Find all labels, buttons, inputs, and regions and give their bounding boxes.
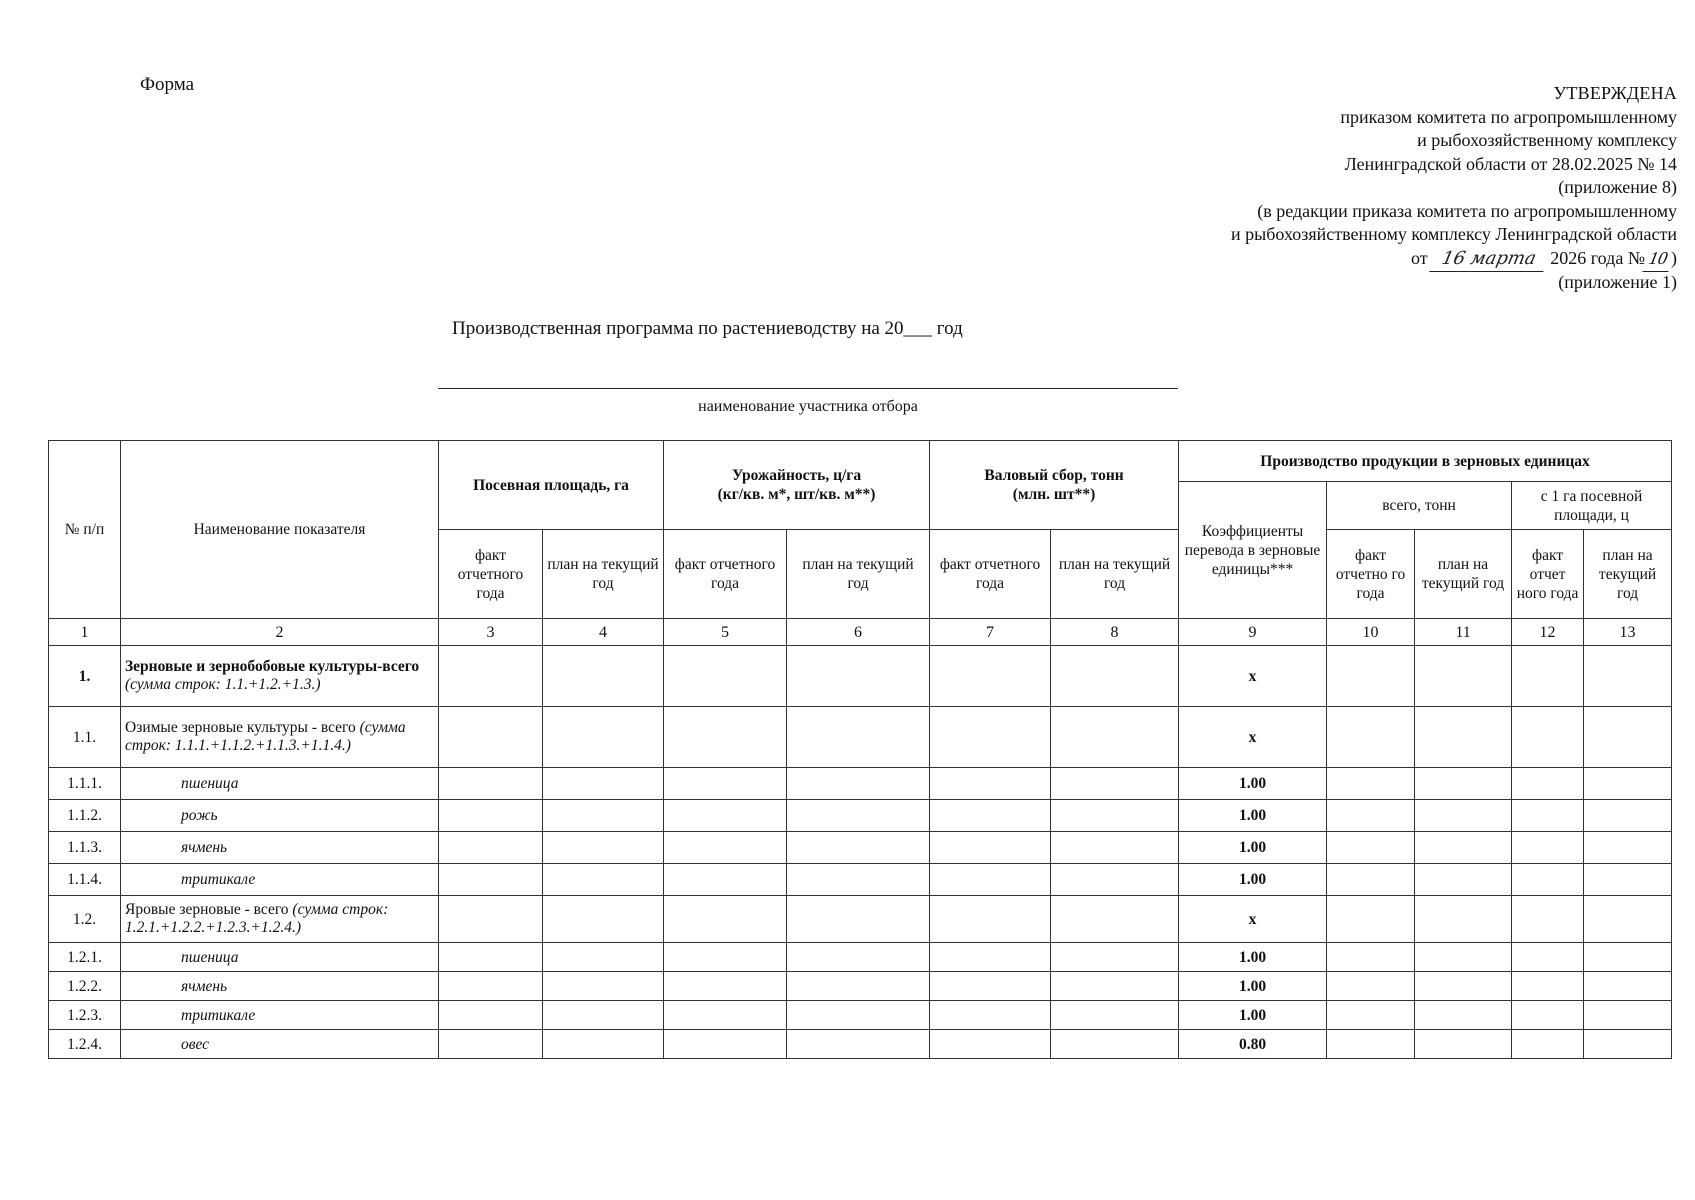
header-plan-13: план на текущий год — [1584, 530, 1672, 619]
header-plan-6: план на текущий год — [787, 530, 930, 619]
row-name-formula: (сумма строк: 1.1.1.+1.1.2.+1.1.3.+1.1.4.) — [125, 719, 406, 754]
data-cell[interactable] — [787, 1030, 930, 1059]
data-cell[interactable] — [1584, 943, 1672, 972]
data-cell[interactable] — [543, 864, 664, 896]
data-cell[interactable] — [543, 943, 664, 972]
data-cell[interactable] — [1051, 1001, 1179, 1030]
data-cell[interactable] — [439, 896, 543, 943]
row-name-formula: (сумма строк: 1.1.+1.2.+1.3.) — [125, 676, 321, 693]
col-number: 2 — [121, 619, 439, 646]
data-cell[interactable] — [1584, 896, 1672, 943]
data-cell[interactable] — [543, 800, 664, 832]
data-cell[interactable] — [1051, 646, 1179, 707]
col-number: 10 — [1327, 619, 1415, 646]
data-cell[interactable] — [664, 1030, 787, 1059]
table-row — [49, 800, 1672, 832]
participant-name-line — [438, 388, 1178, 389]
data-cell[interactable] — [1415, 864, 1512, 896]
data-cell[interactable] — [1051, 768, 1179, 800]
header-num: № п/п — [49, 441, 121, 619]
header-yield — [664, 441, 930, 530]
header-plan-4: план на текущий год — [543, 530, 664, 619]
data-cell[interactable] — [930, 864, 1051, 896]
data-cell[interactable] — [439, 646, 543, 707]
data-cell[interactable] — [930, 646, 1051, 707]
data-cell[interactable] — [1584, 1001, 1672, 1030]
data-cell[interactable] — [664, 896, 787, 943]
row-name-main: Озимые зерновые культуры - всего — [125, 719, 356, 736]
header-plan-8: план на текущий год — [1051, 530, 1179, 619]
row-index: 1.1.1. — [49, 768, 121, 800]
data-cell[interactable] — [439, 800, 543, 832]
data-cell[interactable] — [664, 1001, 787, 1030]
row-crop: пшеница — [121, 943, 439, 972]
row-index: 1.2. — [49, 896, 121, 943]
data-cell[interactable] — [1415, 707, 1512, 768]
table-row — [49, 896, 1672, 943]
row-name — [121, 646, 439, 707]
data-cell[interactable] — [1512, 972, 1584, 1001]
data-cell[interactable] — [1512, 800, 1584, 832]
data-cell[interactable] — [664, 832, 787, 864]
data-cell[interactable] — [787, 1001, 930, 1030]
participant-caption: наименование участника отбора — [698, 398, 918, 415]
data-cell[interactable] — [1584, 768, 1672, 800]
date-suffix: 2026 года № — [1550, 247, 1645, 268]
data-cell[interactable] — [543, 768, 664, 800]
data-cell[interactable] — [930, 707, 1051, 768]
row-index: 1.2.2. — [49, 972, 121, 1001]
data-cell[interactable] — [1051, 864, 1179, 896]
coef-cell: 1.00 — [1179, 864, 1327, 896]
header-fact-10: факт отчетно го года — [1327, 530, 1415, 619]
data-cell[interactable] — [543, 646, 664, 707]
data-cell[interactable] — [1512, 768, 1584, 800]
data-cell[interactable] — [1051, 943, 1179, 972]
coef-cell: 1.00 — [1179, 1001, 1327, 1030]
data-cell[interactable] — [930, 768, 1051, 800]
col-number: 9 — [1179, 619, 1327, 646]
row-name-main: Яровые зерновые - всего — [125, 901, 289, 918]
handwritten-number: 10 — [1642, 247, 1673, 272]
col-number: 8 — [1051, 619, 1179, 646]
row-name — [121, 896, 439, 943]
table-row — [49, 646, 1672, 707]
row-index: 1.2.1. — [49, 943, 121, 972]
data-cell[interactable] — [1051, 707, 1179, 768]
row-crop: рожь — [121, 800, 439, 832]
row-crop: тритикале — [121, 864, 439, 896]
coef-cell: х — [1179, 896, 1327, 943]
header-coef: Коэффициенты перевода в зерновые единицы*** — [1179, 482, 1327, 619]
data-cell[interactable] — [1327, 972, 1415, 1001]
header-plan-11: план на текущий год — [1415, 530, 1512, 619]
data-cell[interactable] — [787, 943, 930, 972]
data-cell[interactable] — [1584, 800, 1672, 832]
header-grain-units: Производство продукции в зерновых единицах — [1179, 441, 1672, 482]
row-crop: ячмень — [121, 972, 439, 1001]
header-sown-area: Посевная площадь, га — [439, 441, 664, 530]
data-cell[interactable] — [1584, 707, 1672, 768]
data-cell[interactable] — [1415, 943, 1512, 972]
date-prefix: от — [1411, 247, 1428, 268]
data-cell[interactable] — [1051, 800, 1179, 832]
coef-cell: 1.00 — [1179, 800, 1327, 832]
approval-line-4: Ленинградской области от 28.02.2025 № 14 — [1344, 153, 1677, 174]
data-cell[interactable] — [1415, 896, 1512, 943]
col-number: 5 — [664, 619, 787, 646]
data-cell[interactable] — [930, 800, 1051, 832]
data-cell[interactable] — [1051, 832, 1179, 864]
header-gross — [930, 441, 1179, 530]
close-paren: ) — [1671, 247, 1677, 268]
approval-date-line — [1231, 247, 1677, 272]
data-cell[interactable] — [439, 972, 543, 1001]
row-index: 1.1.4. — [49, 864, 121, 896]
row-index: 1.1.2. — [49, 800, 121, 832]
table-row — [49, 707, 1672, 768]
data-cell[interactable] — [1415, 800, 1512, 832]
data-cell[interactable] — [439, 832, 543, 864]
approval-line-5: (приложение 8) — [1558, 177, 1677, 197]
data-cell[interactable] — [787, 646, 930, 707]
col-number: 7 — [930, 619, 1051, 646]
data-cell[interactable] — [664, 646, 787, 707]
program-title: Производственная программа по растениеводству на 20___ год — [452, 318, 963, 339]
data-cell[interactable] — [1512, 896, 1584, 943]
coef-cell: х — [1179, 707, 1327, 768]
data-cell[interactable] — [1415, 646, 1512, 707]
data-cell[interactable] — [787, 707, 930, 768]
data-cell[interactable] — [664, 800, 787, 832]
data-cell[interactable] — [930, 972, 1051, 1001]
table-row — [49, 832, 1672, 864]
approval-stamp-block — [1231, 82, 1677, 295]
data-cell[interactable] — [1327, 864, 1415, 896]
table-row — [49, 864, 1672, 896]
row-index: 1. — [49, 646, 121, 707]
data-cell[interactable] — [1584, 972, 1672, 1001]
row-index: 1.1.3. — [49, 832, 121, 864]
col-number: 13 — [1584, 619, 1672, 646]
header-yield-line2: (кг/кв. м*, шт/кв. м**) — [717, 486, 876, 503]
row-index: 1.2.4. — [49, 1030, 121, 1059]
data-cell[interactable] — [930, 943, 1051, 972]
coef-cell: 1.00 — [1179, 943, 1327, 972]
data-cell[interactable] — [1584, 832, 1672, 864]
handwritten-date: 16 марта — [1430, 247, 1549, 272]
approval-line-3: и рыбохозяйственному комплексу — [1417, 130, 1677, 150]
data-cell[interactable] — [439, 864, 543, 896]
data-cell[interactable] — [439, 943, 543, 972]
row-crop: тритикале — [121, 1001, 439, 1030]
data-cell[interactable] — [543, 1001, 664, 1030]
data-cell[interactable] — [1415, 768, 1512, 800]
header-yield-line1: Урожайность, ц/га — [731, 467, 862, 484]
data-cell[interactable] — [930, 896, 1051, 943]
data-cell[interactable] — [1327, 1030, 1415, 1059]
data-cell[interactable] — [787, 800, 930, 832]
data-cell[interactable] — [1415, 1001, 1512, 1030]
data-cell[interactable] — [1512, 646, 1584, 707]
data-cell[interactable] — [543, 832, 664, 864]
data-cell[interactable] — [1327, 943, 1415, 972]
data-cell[interactable] — [787, 972, 930, 1001]
data-cell[interactable] — [1512, 707, 1584, 768]
data-cell[interactable] — [1051, 972, 1179, 1001]
table-row — [49, 768, 1672, 800]
row-name-main: Зерновые и зернобобовые культуры-всего — [125, 658, 420, 675]
table-row — [49, 943, 1672, 972]
data-cell[interactable] — [1512, 943, 1584, 972]
coef-cell: 0.80 — [1179, 1030, 1327, 1059]
data-cell[interactable] — [664, 943, 787, 972]
data-cell[interactable] — [930, 1001, 1051, 1030]
data-cell[interactable] — [787, 864, 930, 896]
header-name: Наименование показателя — [121, 441, 439, 619]
approval-line-7: и рыбохозяйственному комплексу Ленинградской области — [1231, 224, 1677, 244]
data-cell[interactable] — [439, 1001, 543, 1030]
table-row — [49, 1030, 1672, 1059]
col-number: 12 — [1512, 619, 1584, 646]
table-row — [49, 1001, 1672, 1030]
data-cell[interactable] — [543, 972, 664, 1001]
header-total-tons: всего, тонн — [1327, 482, 1512, 530]
data-cell[interactable] — [664, 864, 787, 896]
header-fact-3: факт отчетного года — [439, 530, 543, 619]
data-cell[interactable] — [1327, 800, 1415, 832]
row-name — [121, 707, 439, 768]
header-fact-5: факт отчетного года — [664, 530, 787, 619]
coef-cell: 1.00 — [1179, 972, 1327, 1001]
data-cell[interactable] — [1512, 1001, 1584, 1030]
row-crop: пшеница — [121, 768, 439, 800]
data-cell[interactable] — [787, 768, 930, 800]
approval-line-6: (в редакции приказа комитета по агропромышленному — [1257, 200, 1677, 221]
data-cell[interactable] — [1512, 1030, 1584, 1059]
approval-line-1: УТВЕРЖДЕНА — [1553, 83, 1677, 103]
coef-cell: 1.00 — [1179, 832, 1327, 864]
col-number: 11 — [1415, 619, 1512, 646]
form-label: Форма — [140, 74, 195, 95]
data-cell[interactable] — [1415, 972, 1512, 1001]
coef-cell: х — [1179, 646, 1327, 707]
header-per-ha: с 1 га посевной площади, ц — [1512, 482, 1672, 530]
data-cell[interactable] — [439, 1030, 543, 1059]
data-cell[interactable] — [1327, 707, 1415, 768]
data-cell[interactable] — [439, 707, 543, 768]
col-number: 6 — [787, 619, 930, 646]
header-fact-7: факт отчетного года — [930, 530, 1051, 619]
data-cell[interactable] — [1327, 1001, 1415, 1030]
data-cell[interactable] — [787, 832, 930, 864]
row-name-formula: (сумма строк: 1.2.1.+1.2.2.+1.2.3.+1.2.4.) — [125, 901, 389, 936]
col-number: 3 — [439, 619, 543, 646]
data-cell[interactable] — [1415, 832, 1512, 864]
data-cell[interactable] — [543, 1030, 664, 1059]
data-cell[interactable] — [543, 707, 664, 768]
data-cell[interactable] — [1327, 768, 1415, 800]
data-cell[interactable] — [1584, 1030, 1672, 1059]
data-cell[interactable] — [1512, 864, 1584, 896]
data-cell[interactable] — [1584, 864, 1672, 896]
row-crop: овес — [121, 1030, 439, 1059]
row-crop: ячмень — [121, 832, 439, 864]
approval-annex: (приложение 1) — [1558, 272, 1677, 292]
approval-line-2: приказом комитета по агропромышленному — [1340, 106, 1677, 127]
row-index: 1.2.3. — [49, 1001, 121, 1030]
data-cell[interactable] — [930, 832, 1051, 864]
header-gross-line2: (млн. шт**) — [1012, 486, 1096, 503]
data-cell[interactable] — [1051, 896, 1179, 943]
data-cell[interactable] — [787, 896, 930, 943]
data-cell[interactable] — [930, 1030, 1051, 1059]
production-program-table — [48, 440, 1672, 1059]
coef-cell: 1.00 — [1179, 768, 1327, 800]
data-cell[interactable] — [1415, 1030, 1512, 1059]
data-cell[interactable] — [1327, 896, 1415, 943]
table-row — [49, 972, 1672, 1001]
data-cell[interactable] — [439, 768, 543, 800]
column-number-row — [49, 619, 1672, 646]
data-cell[interactable] — [1512, 832, 1584, 864]
col-number: 4 — [543, 619, 664, 646]
data-cell[interactable] — [664, 972, 787, 1001]
data-cell[interactable] — [1327, 832, 1415, 864]
data-cell[interactable] — [543, 896, 664, 943]
data-cell[interactable] — [664, 707, 787, 768]
row-index: 1.1. — [49, 707, 121, 768]
col-number: 1 — [49, 619, 121, 646]
data-cell[interactable] — [664, 768, 787, 800]
header-fact-12: факт отчет ного года — [1512, 530, 1584, 619]
data-cell[interactable] — [1584, 646, 1672, 707]
data-cell[interactable] — [1051, 1030, 1179, 1059]
data-cell[interactable] — [1327, 646, 1415, 707]
header-gross-line1: Валовый сбор, тонн — [984, 467, 1124, 484]
